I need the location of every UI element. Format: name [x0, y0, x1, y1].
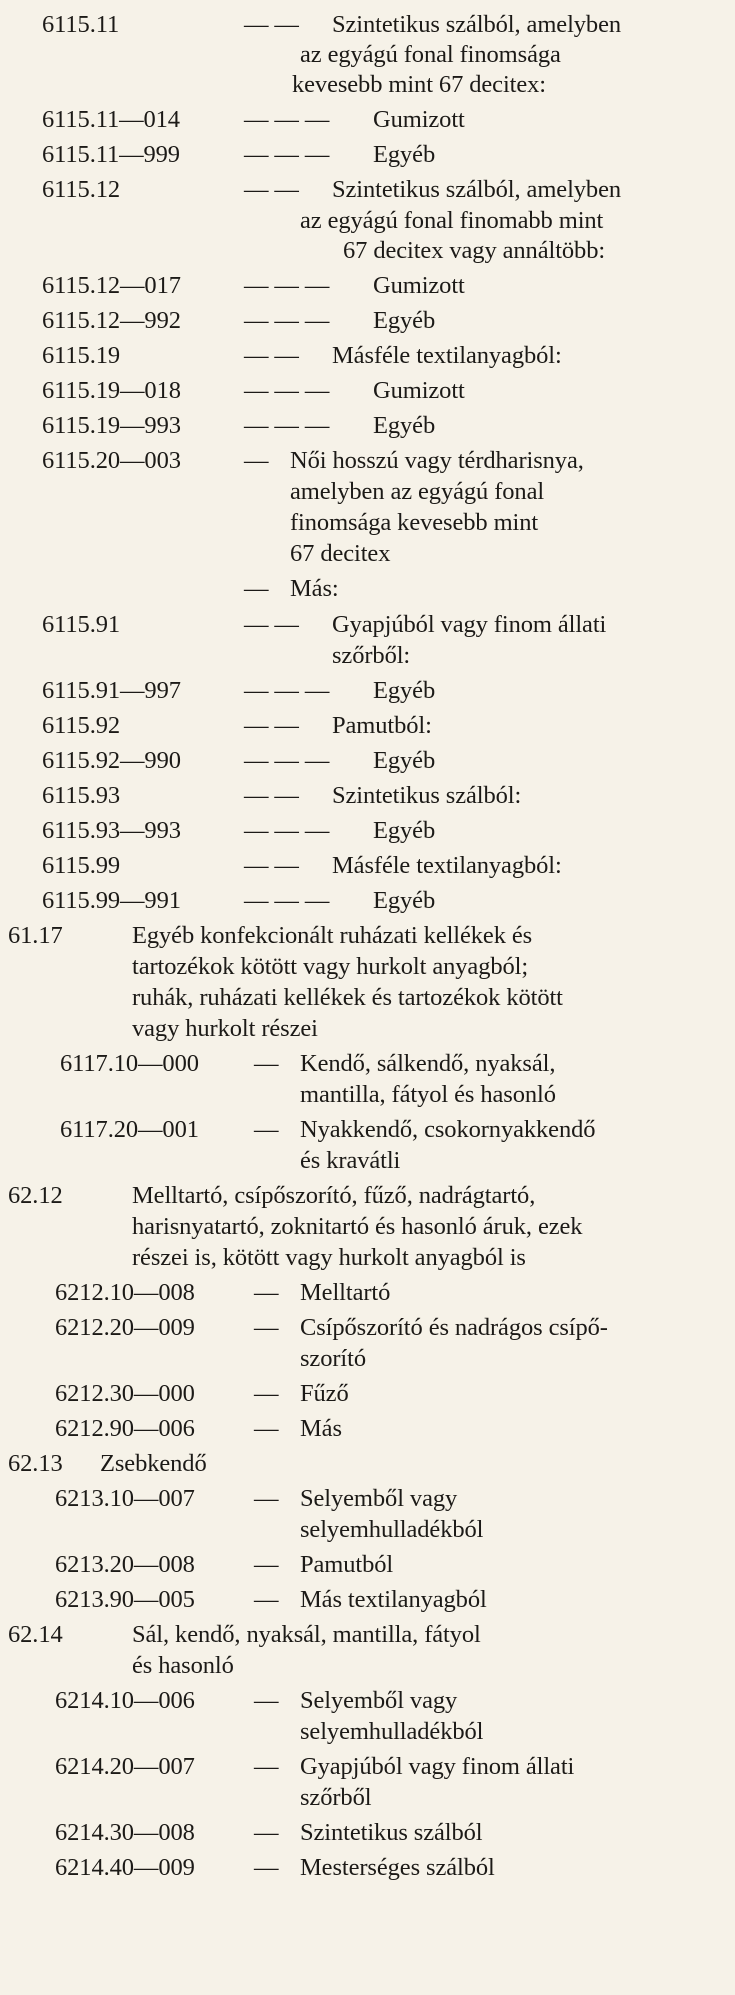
item-description: Kendő, sálkendő, nyaksál,: [300, 1050, 556, 1077]
level-dashes: —: [254, 1485, 279, 1512]
item-description: Zsebkendő: [100, 1450, 207, 1477]
tariff-code: 6213.90—005: [55, 1586, 195, 1613]
tariff-code: 6115.92: [42, 712, 121, 739]
level-dashes: — —: [244, 11, 299, 38]
level-dashes: — — —: [244, 377, 330, 404]
level-dashes: —: [254, 1050, 279, 1077]
level-dashes: — — —: [244, 887, 330, 914]
item-description: Selyemből vagy: [300, 1687, 458, 1714]
item-description: Másféle textilanyagból:: [332, 852, 562, 879]
tariff-code: 6214.30—008: [55, 1819, 195, 1846]
level-dashes: —: [254, 1753, 279, 1780]
tariff-code: 6117.20—001: [60, 1116, 199, 1143]
item-description: 67 decitex: [290, 540, 391, 567]
item-description: szorító: [300, 1345, 366, 1372]
item-description: Gumizott: [373, 106, 465, 133]
tariff-code: 6115.99: [42, 852, 121, 879]
item-description: Másféle textilanyagból:: [332, 342, 562, 369]
item-description: Szintetikus szálból:: [332, 782, 522, 809]
level-dashes: —: [254, 1314, 279, 1341]
level-dashes: —: [254, 1551, 279, 1578]
level-dashes: —: [254, 1687, 279, 1714]
level-dashes: —: [254, 1415, 279, 1442]
item-description: Egyéb: [373, 747, 436, 774]
item-description: Más:: [290, 575, 339, 602]
item-description: Mesterséges szálból: [300, 1854, 495, 1881]
item-description: Egyéb: [373, 412, 436, 439]
item-description: Gumizott: [373, 377, 465, 404]
item-description: Selyemből vagy: [300, 1485, 458, 1512]
level-dashes: — —: [244, 611, 299, 638]
item-description: Egyéb: [373, 307, 436, 334]
level-dashes: —: [244, 447, 269, 474]
item-description: Egyéb: [373, 887, 436, 914]
item-description: Szintetikus szálból, amelyben: [332, 11, 621, 38]
item-description: Gyapjúból vagy finom állati: [332, 611, 607, 638]
item-description: és kravátli: [300, 1147, 401, 1174]
level-dashes: —: [244, 575, 269, 602]
level-dashes: — —: [244, 176, 299, 203]
item-description: Sál, kendő, nyaksál, mantilla, fátyol: [132, 1621, 481, 1648]
item-description: Szintetikus szálból: [300, 1819, 483, 1846]
item-description: Egyéb: [373, 817, 436, 844]
item-description: részei is, kötött vagy hurkolt anyagból is: [132, 1244, 526, 1271]
tariff-code: 6115.91: [42, 611, 121, 638]
level-dashes: — —: [244, 712, 299, 739]
level-dashes: — — —: [244, 412, 330, 439]
tariff-code: 6115.11—014: [42, 106, 180, 133]
tariff-code: 62.13: [8, 1450, 63, 1477]
item-description: Más: [300, 1415, 342, 1442]
tariff-code: 62.12: [8, 1182, 63, 1209]
item-description: kevesebb mint 67 decitex:: [292, 71, 546, 98]
item-description: Női hosszú vagy térdharisnya,: [290, 447, 584, 474]
item-description: Melltartó: [300, 1279, 391, 1306]
tariff-code: 6212.90—006: [55, 1415, 195, 1442]
level-dashes: —: [254, 1854, 279, 1881]
tariff-code: 6212.10—008: [55, 1279, 195, 1306]
item-description: Egyéb: [373, 677, 436, 704]
item-description: szőrből:: [332, 642, 411, 669]
tariff-code: 61.17: [8, 922, 63, 949]
item-description: mantilla, fátyol és hasonló: [300, 1081, 556, 1108]
tariff-code: 6115.93: [42, 782, 121, 809]
item-description: tartozékok kötött vagy hurkolt anyagból;: [132, 953, 529, 980]
item-description: az egyágú fonal finomabb mint: [300, 207, 604, 234]
item-description: Melltartó, csípőszorító, fűző, nadrágtartó,: [132, 1182, 536, 1209]
item-description: Egyéb: [373, 141, 436, 168]
level-dashes: — — —: [244, 272, 330, 299]
level-dashes: —: [254, 1116, 279, 1143]
item-description: finomsága kevesebb mint: [290, 509, 539, 536]
level-dashes: — — —: [244, 677, 330, 704]
level-dashes: — —: [244, 782, 299, 809]
level-dashes: — — —: [244, 817, 330, 844]
tariff-code: 6214.20—007: [55, 1753, 195, 1780]
level-dashes: — — —: [244, 141, 330, 168]
level-dashes: — —: [244, 852, 299, 879]
item-description: selyemhulladékból: [300, 1516, 484, 1543]
item-description: Fűző: [300, 1380, 349, 1407]
tariff-code: 6213.20—008: [55, 1551, 195, 1578]
tariff-code: 6115.11: [42, 11, 120, 38]
tariff-code: 6115.19—993: [42, 412, 181, 439]
tariff-code: 6212.20—009: [55, 1314, 195, 1341]
item-description: harisnyatartó, zoknitartó és hasonló áruk, ezek: [132, 1213, 583, 1240]
item-description: Gumizott: [373, 272, 465, 299]
level-dashes: — — —: [244, 307, 330, 334]
item-description: selyemhulladékból: [300, 1718, 484, 1745]
level-dashes: —: [254, 1819, 279, 1846]
tariff-code: 6214.10—006: [55, 1687, 195, 1714]
tariff-code: 6214.40—009: [55, 1854, 195, 1881]
tariff-code: 6117.10—000: [60, 1050, 199, 1077]
level-dashes: —: [254, 1380, 279, 1407]
tariff-code: 6115.12: [42, 176, 121, 203]
item-description: Pamutból:: [332, 712, 432, 739]
item-description: Gyapjúból vagy finom állati: [300, 1753, 575, 1780]
tariff-code: 6115.99—991: [42, 887, 181, 914]
tariff-code: 6213.10—007: [55, 1485, 195, 1512]
tariff-code: 6212.30—000: [55, 1380, 195, 1407]
item-description: Csípőszorító és nadrágos csípő-: [300, 1314, 608, 1341]
tariff-code: 6115.20—003: [42, 447, 181, 474]
tariff-code: 6115.93—993: [42, 817, 181, 844]
item-description: és hasonló: [132, 1652, 234, 1679]
tariff-code: 6115.19: [42, 342, 121, 369]
level-dashes: — —: [244, 342, 299, 369]
item-description: Egyéb konfekcionált ruházati kellékek és: [132, 922, 533, 949]
item-description: amelyben az egyágú fonal: [290, 478, 545, 505]
item-description: szőrből: [300, 1784, 372, 1811]
item-description: Szintetikus szálból, amelyben: [332, 176, 621, 203]
item-description: az egyágú fonal finomsága: [300, 41, 561, 68]
item-description: ruhák, ruházati kellékek és tartozékok kötött: [132, 984, 563, 1011]
level-dashes: —: [254, 1279, 279, 1306]
tariff-code: 62.14: [8, 1621, 63, 1648]
item-description: vagy hurkolt részei: [132, 1015, 318, 1042]
level-dashes: —: [254, 1586, 279, 1613]
tariff-code: 6115.11—999: [42, 141, 180, 168]
item-description: Más textilanyagból: [300, 1586, 487, 1613]
tariff-code: 6115.12—992: [42, 307, 181, 334]
level-dashes: — — —: [244, 106, 330, 133]
item-description: Nyakkendő, csokornyakkendő: [300, 1116, 596, 1143]
tariff-code: 6115.91—997: [42, 677, 181, 704]
item-description: 67 decitex vagy annáltöbb:: [343, 237, 606, 264]
tariff-code: 6115.19—018: [42, 377, 181, 404]
item-description: Pamutból: [300, 1551, 394, 1578]
tariff-code: 6115.92—990: [42, 747, 181, 774]
tariff-code: 6115.12—017: [42, 272, 181, 299]
level-dashes: — — —: [244, 747, 330, 774]
